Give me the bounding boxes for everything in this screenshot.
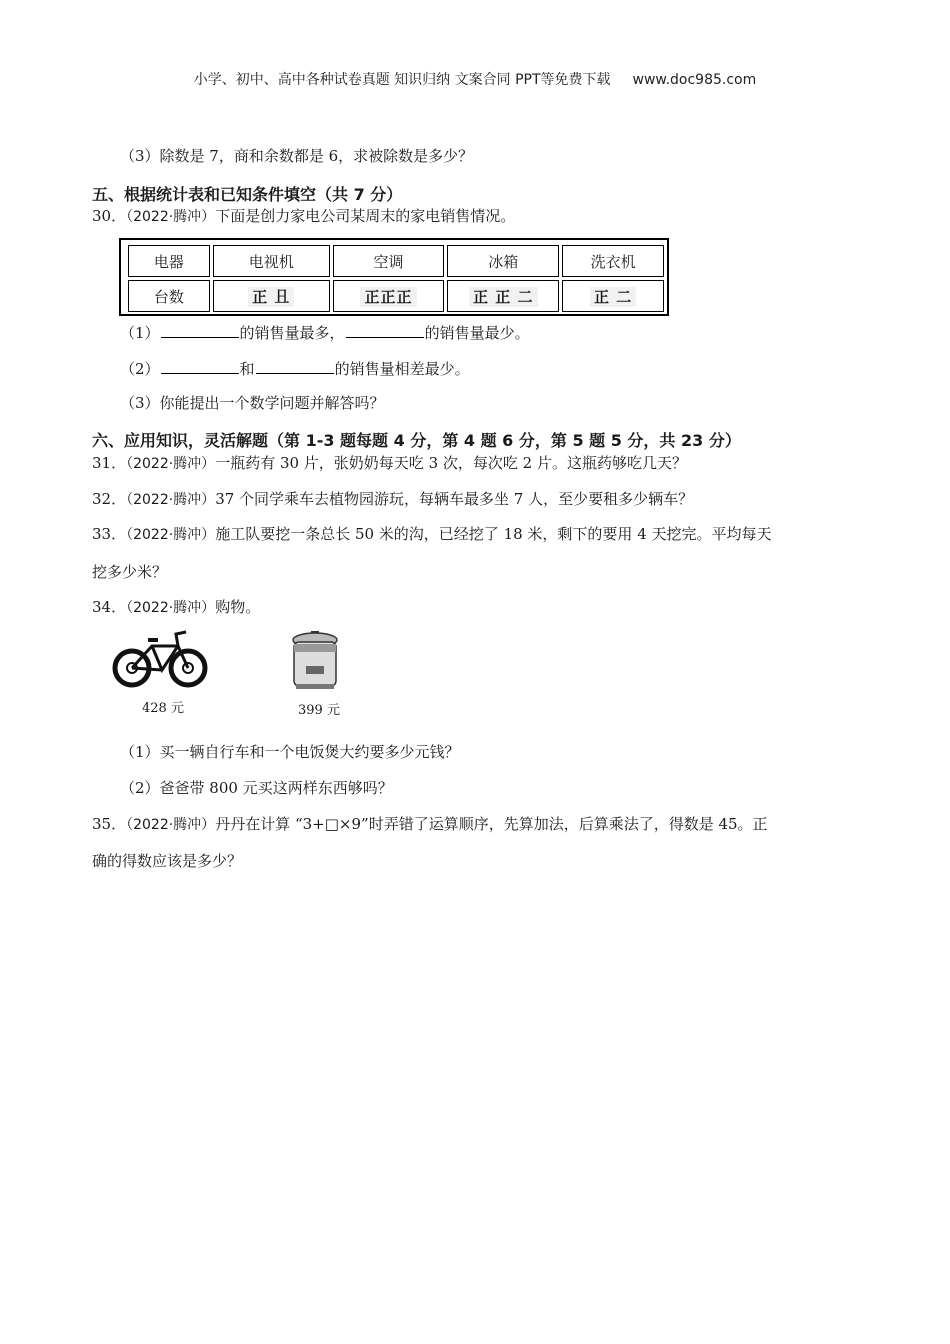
q32-line (92, 489, 693, 510)
table-row-items (128, 245, 664, 277)
section6-title: 六、应用知识，灵活解题（第 1-3 题每题 4 分，第 4 题 6 分，第 5 题 5 分，共 23 分） (92, 431, 741, 450)
q34-sub1: （1）买一辆自行车和一个电饭煲大约要多少元钱？ (120, 743, 460, 761)
answer-blank[interactable] (256, 358, 334, 374)
q35-text: 丹丹在计算 “3+□×9”时弄错了运算顺序，先算加法，后算乘法了，得数是 45。正 (215, 815, 768, 833)
table-header-cell: 空调 (333, 245, 445, 277)
table-header-cell: 电视机 (213, 245, 330, 277)
header-text: 小学、初中、高中各种试卷真题 知识归纳 文案合同 PPT等免费下载 (193, 72, 611, 88)
q35-line2: 确的得数应该是多少？ (92, 852, 243, 870)
q31-number: 31． (92, 454, 127, 472)
q33-source: （2022·腾冲） (126, 527, 216, 543)
q33-text: 施工队要挖一条总长 50 米的沟，已经挖了 18 米，剩下的要用 4 天挖完。平均每天 (215, 525, 772, 543)
q33-number: 33． (92, 525, 127, 543)
page-header (0, 69, 950, 89)
table-cell (447, 280, 559, 312)
q30-line (92, 206, 515, 227)
table-row-label: 台数 (128, 280, 210, 312)
sub-label: （2） (120, 360, 160, 378)
rice-cooker-icon (290, 630, 340, 692)
header-url[interactable]: www.doc985.com (632, 72, 757, 88)
q29-sub3: （3）除数是 7，商和余数都是 6，求被除数是多少？ (120, 147, 474, 165)
q30-number: 30． (92, 207, 127, 225)
sub-text: 的销售量最少。 (424, 324, 530, 342)
sales-table (119, 238, 669, 316)
q32-source: （2022·腾冲） (126, 492, 216, 508)
q31-line (92, 453, 687, 474)
q34-source: （2022·腾冲） (126, 600, 216, 616)
q30-sub2 (120, 358, 470, 379)
tally-ac: 正正正 (360, 287, 416, 307)
q31-source: （2022·腾冲） (126, 456, 216, 472)
rice-cooker-image (290, 630, 340, 692)
q30-text: 下面是创力家电公司某周末的家电销售情况。 (215, 207, 516, 225)
table-cell (562, 280, 664, 312)
q30-source: （2022·腾冲） (126, 209, 216, 225)
sub-text: 的销售量相差最少。 (334, 360, 470, 378)
q34-number: 34． (92, 598, 127, 616)
tally-fridge: 正 正 ⼆ (469, 287, 537, 307)
sub-text: 的销售量最多， (239, 324, 345, 342)
q35-line (92, 814, 768, 835)
answer-blank[interactable] (161, 358, 239, 374)
tally-washer: 正 ⼆ (590, 287, 636, 307)
rice-cooker-price: 399 元 (298, 703, 340, 718)
q35-source: （2022·腾冲） (126, 817, 216, 833)
section5-title: 五、根据统计表和已知条件填空（共 7 分） (92, 185, 403, 204)
q34-sub2: （2）爸爸带 800 元买这两样东西够吗？ (120, 779, 393, 797)
table-header-cell: 电器 (128, 245, 210, 277)
q34-text: 购物。 (215, 598, 261, 616)
q33-line2: 挖多少米？ (92, 563, 168, 581)
table-header-cell: 洗衣机 (562, 245, 664, 277)
q34-line (92, 597, 260, 618)
answer-blank[interactable] (346, 322, 424, 338)
bicycle-icon (112, 628, 208, 690)
bicycle-image (112, 628, 208, 690)
q30-sub3: （3）你能提出一个数学问题并解答吗？ (120, 394, 385, 412)
q35-number: 35． (92, 815, 127, 833)
q31-text: 一瓶药有 30 片，张奶奶每天吃 3 次，每次吃 2 片。这瓶药够吃几天？ (215, 454, 687, 472)
q30-sub1 (120, 322, 530, 343)
sub-text: 和 (239, 360, 255, 378)
q33-line (92, 524, 772, 545)
table-row-counts (128, 280, 664, 312)
q32-text: 37 个同学乘车去植物园游玩，每辆车最多坐 7 人，至少要租多少辆车？ (215, 490, 694, 508)
answer-blank[interactable] (161, 322, 239, 338)
table-cell (333, 280, 445, 312)
table-cell (213, 280, 330, 312)
table-header-cell: 冰箱 (447, 245, 559, 277)
q32-number: 32． (92, 490, 127, 508)
sales-table-grid (125, 242, 667, 315)
tally-tv: 正 𠀇 (248, 287, 294, 307)
sub-label: （1） (120, 324, 160, 342)
bicycle-price: 428 元 (142, 701, 184, 716)
